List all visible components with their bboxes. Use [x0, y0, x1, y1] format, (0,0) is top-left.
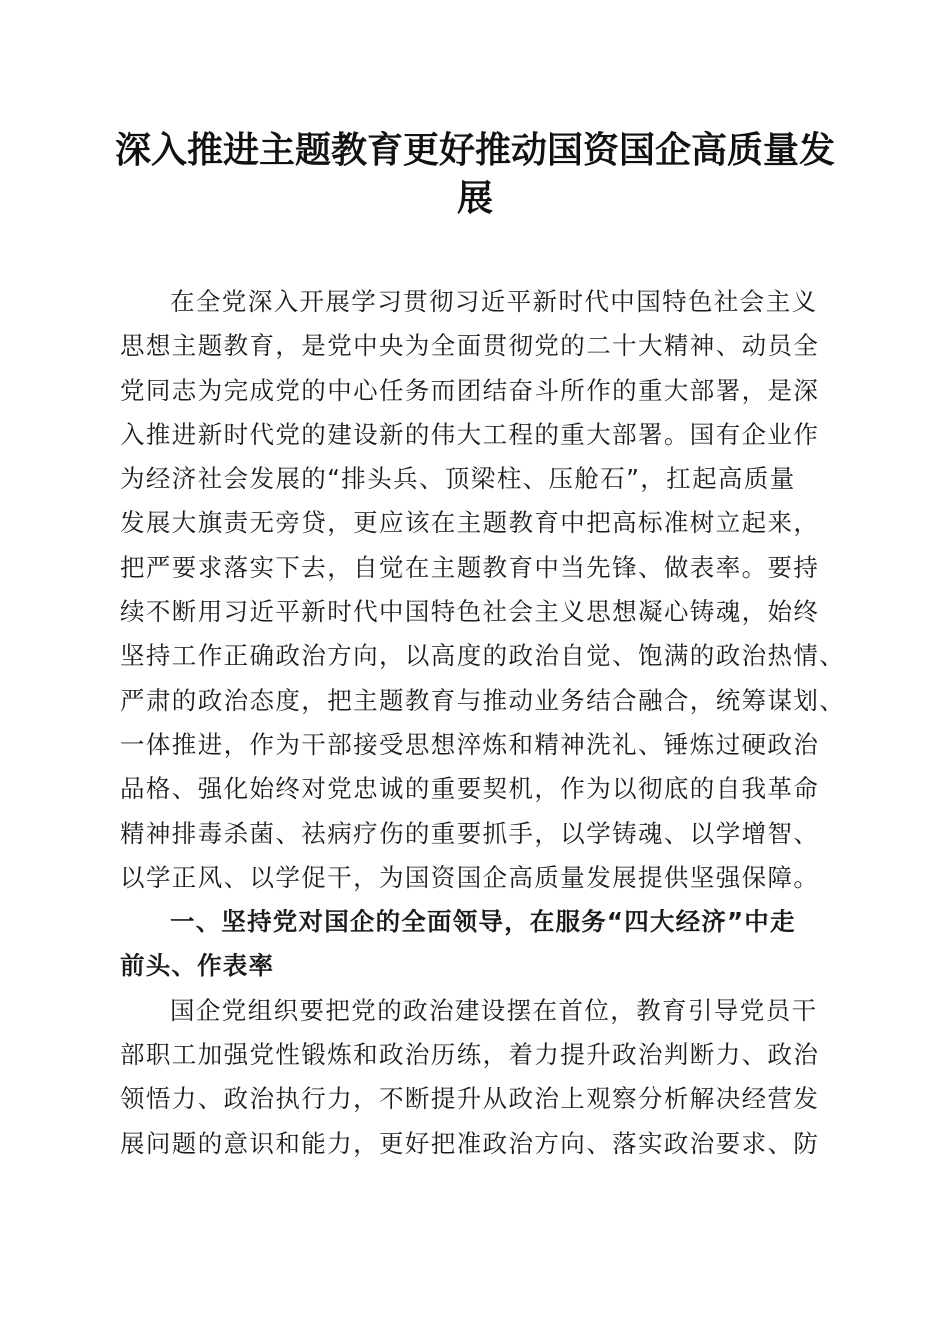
title-line: 展	[456, 177, 493, 219]
document-body	[120, 280, 846, 1166]
text-line: 一体推进，作为干部接受思想淬炼和精神洗礼、锤炼过硬政治	[120, 729, 820, 759]
text-line: 展问题的意识和能力，更好把准政治方向、落实政治要求、防	[120, 1128, 820, 1158]
text-line: 思想主题教育，是党中央为全面贯彻党的二十大精神、动员全	[120, 331, 820, 361]
text-line: 入推进新时代党的建设新的伟大工程的重大部署。国有企业作	[120, 419, 820, 449]
text-line: 把严要求落实下去，自觉在主题教育中当先锋、做表率。要持	[120, 552, 820, 582]
text-line: 党同志为完成党的中心任务而团结奋斗所作的重大部署，是深	[120, 375, 820, 405]
text-line: 精神排毒杀菌、祛病疗伤的重要抓手，以学铸魂、以学增智、	[120, 818, 820, 848]
text-line: 领悟力、政治执行力，不断提升从政治上观察分析解决经营发	[120, 1084, 820, 1114]
text-line: 国企党组织要把党的政治建设摆在首位，教育引导党员干	[170, 995, 818, 1025]
text-line: 为经济社会发展的“排头兵、顶梁柱、压舱石”，扛起高质量	[120, 464, 796, 494]
heading-line: 前头、作表率	[120, 951, 275, 981]
heading-line: 一、坚持党对国企的全面领导，在服务“四大经济”中走	[170, 907, 796, 937]
text-line: 严肃的政治态度，把主题教育与推动业务结合融合，统筹谋划、	[120, 685, 846, 715]
intro-paragraph	[120, 280, 846, 900]
text-line: 品格、强化始终对党忠诚的重要契机，作为以彻底的自我革命	[120, 774, 820, 804]
text-line: 发展大旗责无旁贷，更应该在主题教育中把高标准树立起来，	[120, 508, 820, 538]
text-line: 续不断用习近平新时代中国特色社会主义思想凝心铸魂，始终	[120, 597, 820, 627]
title-line: 深入推进主题教育更好推动国资国企高质量发	[114, 129, 835, 171]
document-title	[110, 126, 840, 222]
text-line: 在全党深入开展学习贯彻习近平新时代中国特色社会主义	[170, 287, 818, 316]
text-line: 部职工加强党性锻炼和政治历练，着力提升政治判断力、政治	[120, 1040, 820, 1070]
section-heading	[120, 900, 840, 989]
section-paragraph	[120, 989, 840, 1166]
text-line: 以学正风、以学促干，为国资国企高质量发展提供坚强保障。	[120, 862, 820, 892]
text-line: 坚持工作正确政治方向，以高度的政治自觉、饱满的政治热情、	[120, 641, 846, 671]
